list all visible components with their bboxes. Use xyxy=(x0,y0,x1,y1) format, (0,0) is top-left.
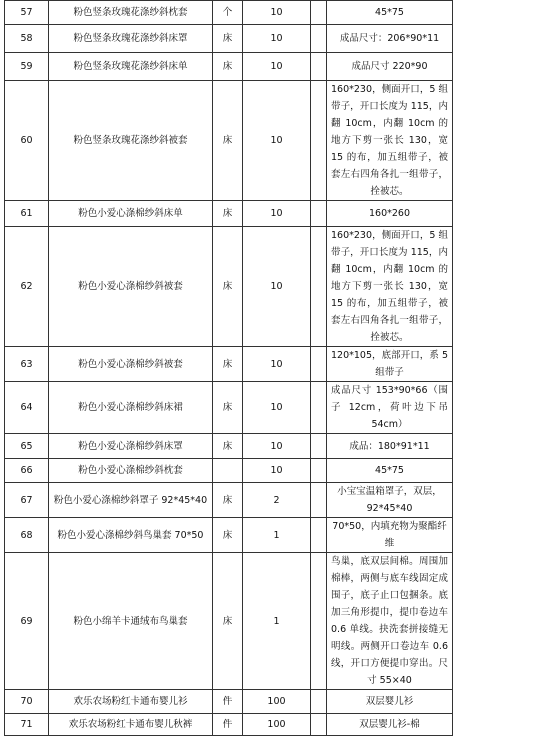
product-name: 粉色竖条玫瑰花涤纱斜床罩 xyxy=(49,25,213,53)
row-number: 64 xyxy=(5,382,49,434)
table-row xyxy=(5,459,453,483)
spacer-cell xyxy=(311,347,327,382)
spec: 160*230，侧面开口，5 组带子，开口长度为 115，内翻 10cm，内翻 10cm 的地方下剪一张长 130，宽 15 的布，加五组带子，被套左右四角各扎一组带子，拴被芯。 xyxy=(327,227,453,347)
table-row xyxy=(5,690,453,714)
row-number: 68 xyxy=(5,518,49,553)
row-number: 66 xyxy=(5,459,49,483)
table-row xyxy=(5,1,453,25)
product-name: 粉色竖条玫瑰花涤纱斜枕套 xyxy=(49,1,213,25)
unit: 床 xyxy=(213,227,243,347)
quantity: 2 xyxy=(243,483,311,518)
spec: 成品尺寸 220*90 xyxy=(327,53,453,81)
unit: 床 xyxy=(213,382,243,434)
spec: 160*260 xyxy=(327,201,453,227)
quantity: 10 xyxy=(243,201,311,227)
unit: 床 xyxy=(213,81,243,201)
spacer-cell xyxy=(311,382,327,434)
spec: 成品：180*91*11 xyxy=(327,434,453,459)
quantity: 1 xyxy=(243,553,311,690)
row-number: 63 xyxy=(5,347,49,382)
quantity: 10 xyxy=(243,434,311,459)
spacer-cell xyxy=(311,690,327,714)
spec: 小宝宝温箱罩子，双层，92*45*40 xyxy=(327,483,453,518)
product-spec-table xyxy=(4,0,453,736)
row-number: 61 xyxy=(5,201,49,227)
quantity: 10 xyxy=(243,25,311,53)
unit: 床 xyxy=(213,553,243,690)
table-row xyxy=(5,382,453,434)
unit xyxy=(213,459,243,483)
table-row xyxy=(5,483,453,518)
product-name: 粉色小爱心涤棉纱斜被套 xyxy=(49,347,213,382)
unit: 床 xyxy=(213,518,243,553)
unit: 床 xyxy=(213,53,243,81)
spec: 成品尺寸 153*90*66（围子 12cm，荷叶边下吊 54cm） xyxy=(327,382,453,434)
row-number: 62 xyxy=(5,227,49,347)
product-name: 粉色小绵羊卡通绒布鸟巢套 xyxy=(49,553,213,690)
quantity: 100 xyxy=(243,714,311,736)
spacer-cell xyxy=(311,53,327,81)
row-number: 60 xyxy=(5,81,49,201)
unit: 床 xyxy=(213,483,243,518)
quantity: 10 xyxy=(243,1,311,25)
spec: 成品尺寸：206*90*11 xyxy=(327,25,453,53)
spacer-cell xyxy=(311,483,327,518)
table-row xyxy=(5,81,453,201)
unit: 个 xyxy=(213,1,243,25)
quantity: 100 xyxy=(243,690,311,714)
quantity: 10 xyxy=(243,81,311,201)
quantity: 1 xyxy=(243,518,311,553)
row-number: 59 xyxy=(5,53,49,81)
spacer-cell xyxy=(311,434,327,459)
unit: 床 xyxy=(213,347,243,382)
spec: 双层婴儿衫 xyxy=(327,690,453,714)
table-row xyxy=(5,434,453,459)
spacer-cell xyxy=(311,1,327,25)
spec: 70*50，内填充物为聚酯纤维 xyxy=(327,518,453,553)
table-row xyxy=(5,201,453,227)
spacer-cell xyxy=(311,518,327,553)
quantity: 10 xyxy=(243,459,311,483)
table-row xyxy=(5,227,453,347)
row-number: 71 xyxy=(5,714,49,736)
unit: 件 xyxy=(213,714,243,736)
table-row xyxy=(5,553,453,690)
product-name: 粉色小爱心涤棉纱斜枕套 xyxy=(49,459,213,483)
spec: 鸟巢，底双层间棉。周围加棉棒，两侧与底车线固定成围子，底子止口包捆条。底加三角形提巾，提巾卷边车 0.6 单线。抉洗套拼接缝无明线。两侧开口卷边车 0.6 线，开口方便提巾穿出。尺寸 55×40 xyxy=(327,553,453,690)
product-name: 粉色竖条玫瑰花涤纱斜被套 xyxy=(49,81,213,201)
product-name: 粉色小爱心涤棉纱斜床裙 xyxy=(49,382,213,434)
row-number: 57 xyxy=(5,1,49,25)
quantity: 10 xyxy=(243,347,311,382)
unit: 床 xyxy=(213,434,243,459)
spacer-cell xyxy=(311,81,327,201)
product-name: 粉色小爱心涤棉纱斜床罩 xyxy=(49,434,213,459)
product-name: 粉色竖条玫瑰花涤纱斜床单 xyxy=(49,53,213,81)
spec: 120*105，底部开口，系 5 组带子 xyxy=(327,347,453,382)
spacer-cell xyxy=(311,25,327,53)
spec: 160*230，侧面开口，5 组带子，开口长度为 115，内翻 10cm，内翻 10cm 的地方下剪一张长 130，宽 15 的布，加五组带子，被套左右四角各扎一组带子，拴被芯。 xyxy=(327,81,453,201)
row-number: 58 xyxy=(5,25,49,53)
spec: 双层婴儿衫-棉 xyxy=(327,714,453,736)
quantity: 10 xyxy=(243,227,311,347)
quantity: 10 xyxy=(243,382,311,434)
unit: 床 xyxy=(213,201,243,227)
spacer-cell xyxy=(311,201,327,227)
product-name: 粉色小爱心涤棉纱斜鸟巢套 70*50 xyxy=(49,518,213,553)
table-row xyxy=(5,53,453,81)
product-name: 欢乐农场粉红卡通布婴儿秋裤 xyxy=(49,714,213,736)
table-body xyxy=(5,1,453,736)
spacer-cell xyxy=(311,553,327,690)
product-name: 粉色小爱心涤棉纱斜罩子 92*45*40 xyxy=(49,483,213,518)
table-row xyxy=(5,518,453,553)
row-number: 67 xyxy=(5,483,49,518)
unit: 床 xyxy=(213,25,243,53)
row-number: 69 xyxy=(5,553,49,690)
row-number: 65 xyxy=(5,434,49,459)
product-name: 欢乐农场粉红卡通布婴儿衫 xyxy=(49,690,213,714)
row-number: 70 xyxy=(5,690,49,714)
table-row xyxy=(5,347,453,382)
quantity: 10 xyxy=(243,53,311,81)
product-name: 粉色小爱心涤棉纱斜被套 xyxy=(49,227,213,347)
spec: 45*75 xyxy=(327,459,453,483)
table-row xyxy=(5,25,453,53)
unit: 件 xyxy=(213,690,243,714)
product-name: 粉色小爱心涤棉纱斜床单 xyxy=(49,201,213,227)
spacer-cell xyxy=(311,459,327,483)
spec: 45*75 xyxy=(327,1,453,25)
spacer-cell xyxy=(311,227,327,347)
